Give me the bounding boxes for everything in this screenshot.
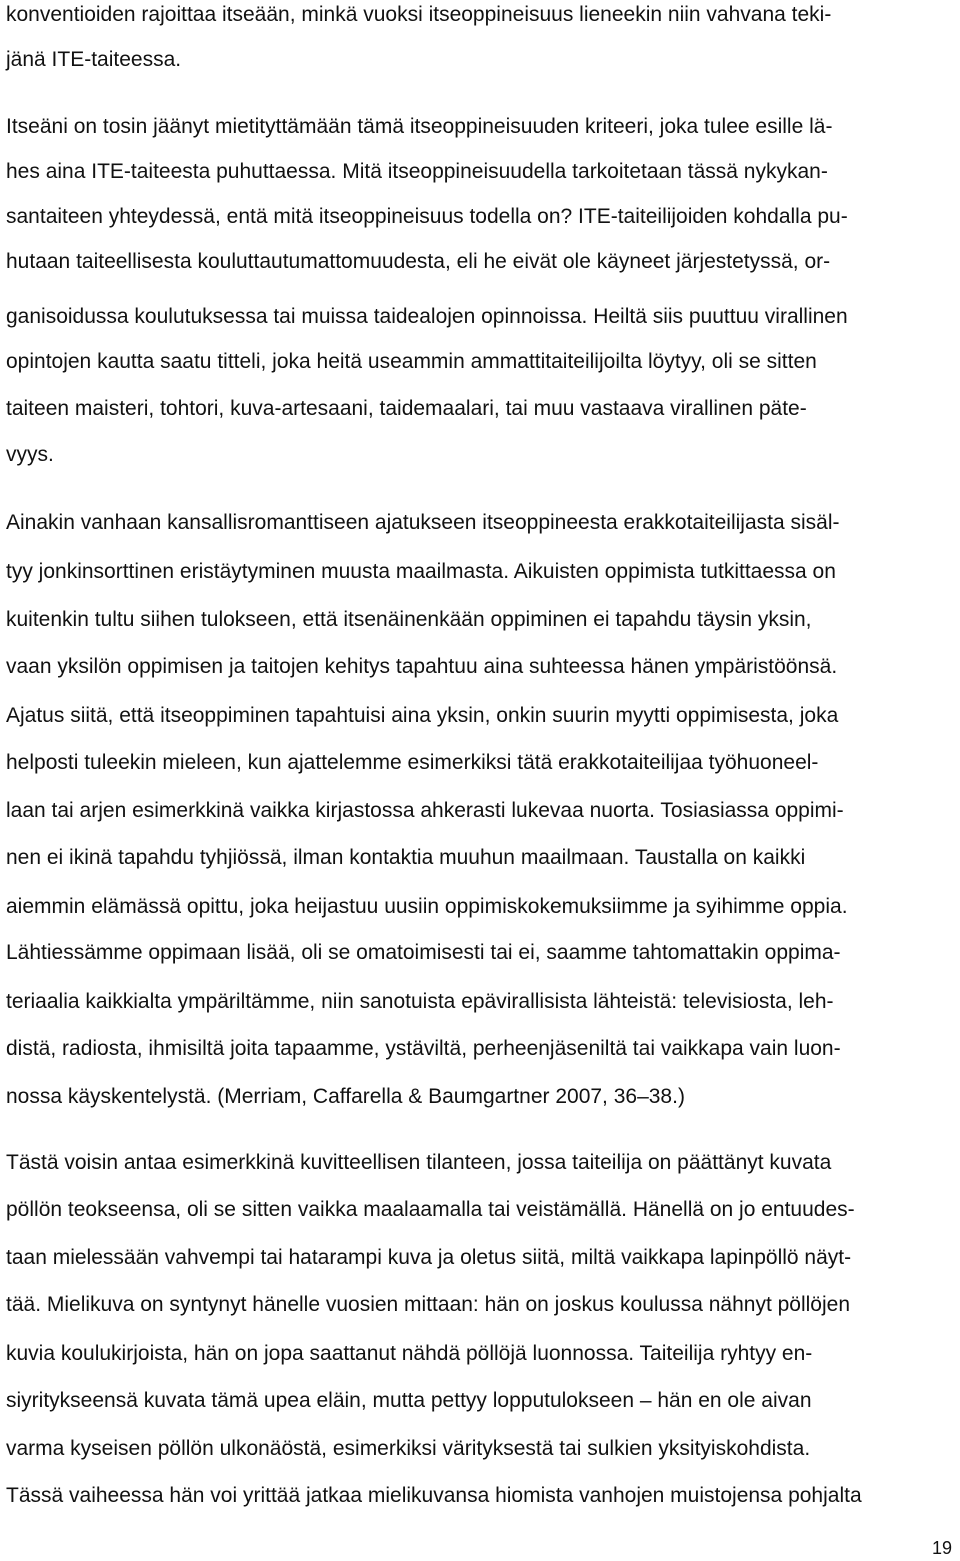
text-line: Itseäni on tosin jäänyt mietityttämään tämä itseoppineisuuden kriteeri, joka tulee esille lä- xyxy=(6,115,833,138)
text-line: hutaan taiteellisesta kouluttautumattomuudesta, eli he eivät ole käyneet järjestetyssä, or- xyxy=(6,250,831,273)
text-line: aiemmin elämässä opittu, joka heijastuu uusiin oppimiskokemuksiimme ja syihimme oppia. xyxy=(6,895,848,918)
text-line: laan tai arjen esimerkkinä vaikka kirjastossa ahkerasti lukevaa nuorta. Tosiasiassa oppimi- xyxy=(6,799,844,822)
text-line: taiteen maisteri, tohtori, kuva-artesaani, taidemaalari, tai muu vastaava virallinen päte- xyxy=(6,397,807,420)
text-line: vaan yksilön oppimisen ja taitojen kehitys tapahtuu aina suhteessa hänen ympäristöönsä. xyxy=(6,655,838,678)
text-line: helposti tuleekin mieleen, kun ajattelemme esimerkiksi tätä erakkotaiteilijaa työhuoneel- xyxy=(6,751,819,774)
text-line: opintojen kautta saatu titteli, joka heitä useammin ammattitaiteilijoilta löytyy, oli se sitten xyxy=(6,350,817,373)
page-number: 19 xyxy=(931,1538,952,1558)
text-line: nen ei ikinä tapahdu tyhjiössä, ilman kontaktia muuhun maailmaan. Taustalla on kaikki xyxy=(6,846,806,869)
text-line: ganisoidussa koulutuksessa tai muissa taidealojen opinnoissa. Heiltä siis puuttuu virallinen xyxy=(6,305,848,328)
text-line: jänä ITE-taiteessa. xyxy=(6,48,182,71)
text-line: vyys. xyxy=(6,443,54,466)
text-line: santaiteen yhteydessä, entä mitä itseoppineisuus todella on? ITE-taiteilijoiden kohdalla pu- xyxy=(6,205,848,228)
text-line: teriaalia kaikkialta ympäriltämme, niin sanotuista epävirallisista lähteistä: televisiosta, leh- xyxy=(6,990,834,1013)
text-line: kuvia koulukirjoista, hän on jopa saattanut nähdä pöllöjä luonnossa. Taiteilija ryhtyy en- xyxy=(6,1342,813,1365)
text-line: konventioiden rajoittaa itseään, minkä vuoksi itseoppineisuus lieneekin niin vahvana teki- xyxy=(6,3,832,26)
text-line: taan mielessään vahvempi tai hatarampi kuva ja oletus siitä, miltä vaikkapa lapinpöllö näyt- xyxy=(6,1246,852,1269)
text-line: nossa käyskentelystä. (Merriam, Caffarella & Baumgartner 2007, 36–38.) xyxy=(6,1085,685,1108)
text-line: tyy jonkinsorttinen eristäytyminen muusta maailmasta. Aikuisten oppimista tutkittaessa on xyxy=(6,560,836,583)
text-line: tää. Mielikuva on syntynyt hänelle vuosien mittaan: hän on joskus koulussa nähnyt pöllöjen xyxy=(6,1293,851,1316)
text-line: siyritykseensä kuvata tämä upea eläin, mutta pettyy lopputulokseen – hän en ole aivan xyxy=(6,1389,812,1412)
text-line: pöllön teokseensa, oli se sitten vaikka maalaamalla tai veistämällä. Hänellä on jo entuudes- xyxy=(6,1198,855,1221)
text-line: Ajatus siitä, että itseoppiminen tapahtuisi aina yksin, onkin suurin myytti oppimisesta, joka xyxy=(6,704,839,727)
text-line: Tästä voisin antaa esimerkkinä kuvitteellisen tilanteen, jossa taiteilija on päättänyt kuvata xyxy=(6,1151,832,1174)
text-line: hes aina ITE-taiteesta puhuttaessa. Mitä itseoppineisuudella tarkoitetaan tässä nykykan- xyxy=(6,160,828,183)
text-line: Ainakin vanhaan kansallisromanttiseen ajatukseen itseoppineesta erakkotaiteilijasta sisäl- xyxy=(6,511,840,534)
text-line: Lähtiessämme oppimaan lisää, oli se omatoimisesti tai ei, saamme tahtomattakin oppima- xyxy=(6,941,841,964)
text-line: distä, radiosta, ihmisiltä joita tapaamme, ystäviltä, perheenjäseniltä tai vaikkapa vain luon- xyxy=(6,1037,841,1060)
text-line: varma kyseisen pöllön ulkonäöstä, esimerkiksi värityksestä tai sulkien yksityiskohdista. xyxy=(6,1437,811,1460)
text-line: kuitenkin tultu siihen tulokseen, että itsenäinenkään oppiminen ei tapahdu täysin yksin, xyxy=(6,608,812,631)
text-line: Tässä vaiheessa hän voi yrittää jatkaa mielikuvansa hiomista vanhojen muistojensa pohjalta xyxy=(6,1484,862,1507)
